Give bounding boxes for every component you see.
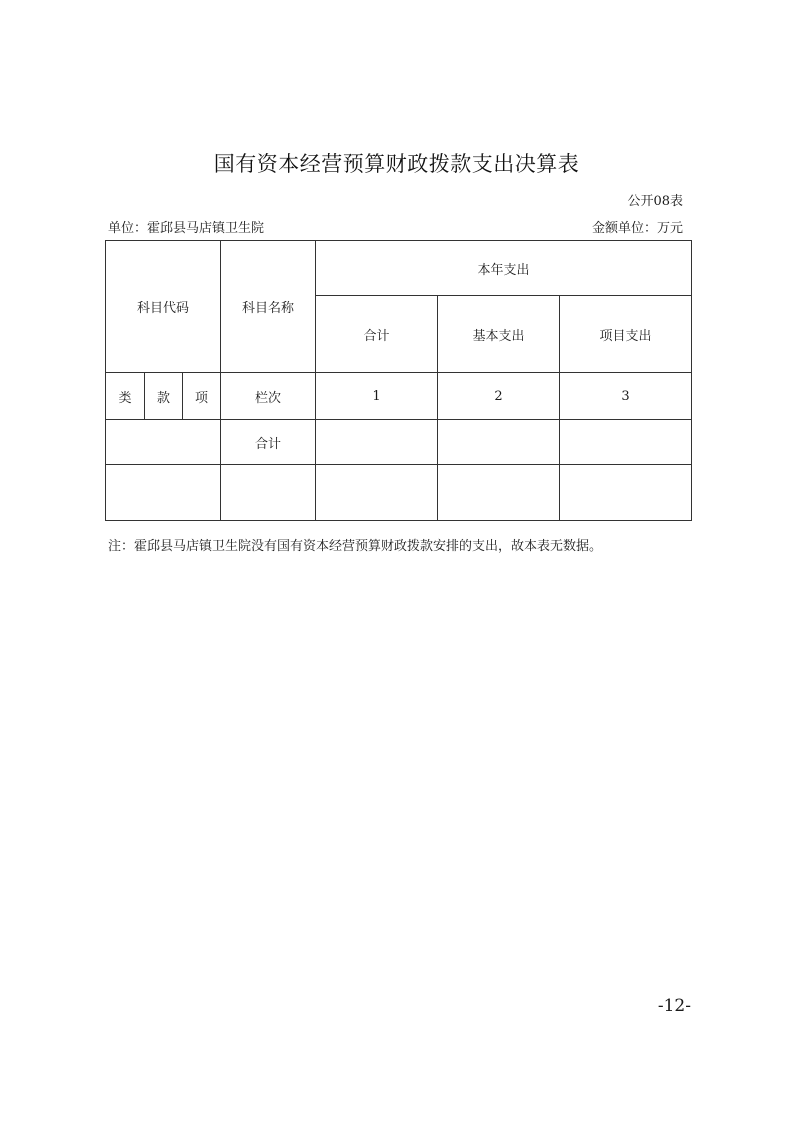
expenditure-table: [105, 240, 692, 521]
column-number-3: 3: [560, 373, 692, 420]
empty-row-basic-cell: [438, 465, 560, 521]
header-subject-name: 科目名称: [221, 241, 316, 373]
header-project-expenditure: 项目支出: [560, 296, 692, 373]
empty-row-project-cell: [560, 465, 692, 521]
column-number-2: 2: [438, 373, 560, 420]
header-column-index: 栏次: [221, 373, 316, 420]
unit-label: 单位：霍邱县马店镇卫生院: [108, 221, 265, 236]
total-row-code-cell: [106, 420, 221, 465]
header-item: 项: [183, 373, 221, 420]
header-current-year-expenditure: 本年支出: [316, 241, 692, 296]
total-row-label: 合计: [221, 420, 316, 465]
header-section: 款: [145, 373, 183, 420]
empty-row-code-cell: [106, 465, 221, 521]
amount-unit-label: 金额单位：万元: [591, 221, 683, 236]
page-title: 国有资本经营预算财政拨款支出决算表: [213, 152, 580, 176]
total-row-total-cell: [316, 420, 438, 465]
header-total: 合计: [316, 296, 438, 373]
table-note: 注：霍邱县马店镇卫生院没有国有资本经营预算财政拨款安排的支出，故本表无数据。: [108, 539, 603, 554]
total-row-project-cell: [560, 420, 692, 465]
total-row-basic-cell: [438, 420, 560, 465]
column-number-1: 1: [316, 373, 438, 420]
empty-row-total-cell: [316, 465, 438, 521]
empty-row-name-cell: [221, 465, 316, 521]
header-category: 类: [106, 373, 145, 420]
form-code: 公开08表: [627, 194, 683, 209]
header-subject-code: 科目代码: [106, 241, 221, 373]
header-basic-expenditure: 基本支出: [438, 296, 560, 373]
page-number: -12-: [657, 996, 691, 1016]
